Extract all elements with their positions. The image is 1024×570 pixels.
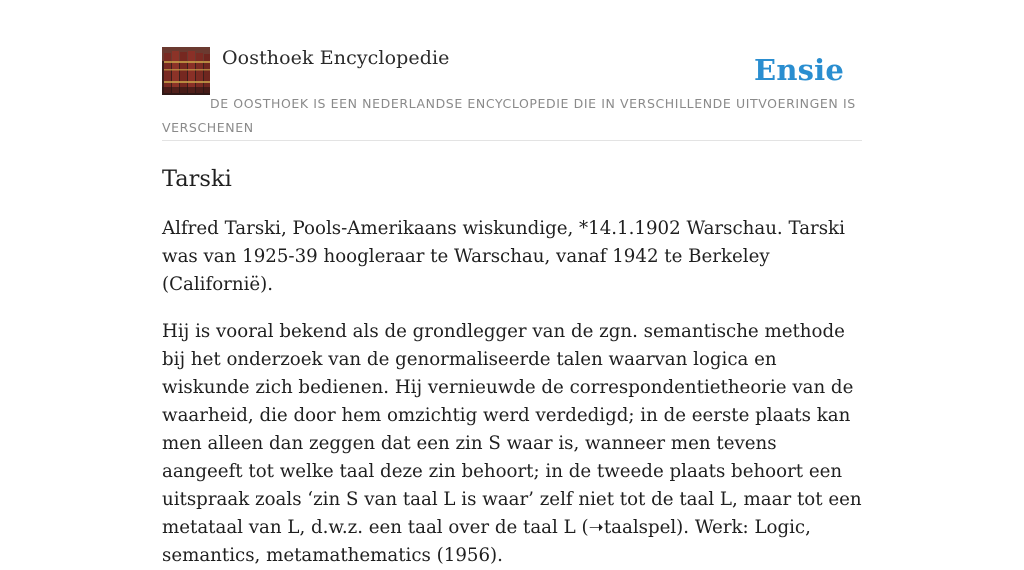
article-paragraph: Alfred Tarski, Pools-Amerikaans wiskundige, *14.1.1902 Warschau. Tarski was van 1925-39 hoogleraar te Warschau, vanaf 1942 te Berkeley (Californië). <box>162 218 845 295</box>
page-header <box>162 46 862 141</box>
article-title: Tarski <box>162 166 232 192</box>
brand-logo[interactable]: Ensie <box>754 53 844 87</box>
article-paragraph: Hij is vooral bekend als de grondlegger van de zgn. semantische methode bij het onderzoek van de genormaliseerde talen waarvan logica en wiskunde zich bedienen. Hij vernieuwde de correspondentietheorie van de waarheid, die door hem omzichtig werd verdedigd; in de eerste plaats kan men alleen dan zeggen dat een zin S waar is, wanneer men tevens aangeeft tot welke taal deze zin behoort; in de tweede plaats behoort een uitspraak zoals ‘zin S van taal L is waar’ zelf niet tot de taal L, maar tot een metataal van L, d.w.z. een taal over de taal L (➝taalspel). Werk: Logic, semantics, metamathematics (1956). <box>162 321 862 566</box>
source-description: DE OOSTHOEK IS EEN NEDERLANDSE ENCYCLOPEDIE DIE IN VERSCHILLENDE UITVOERINGEN IS VERSCHENEN <box>162 96 856 135</box>
source-title[interactable]: Oosthoek Encyclopedie <box>222 47 450 69</box>
article <box>162 162 862 570</box>
encyclopedia-books-icon[interactable] <box>162 47 210 95</box>
